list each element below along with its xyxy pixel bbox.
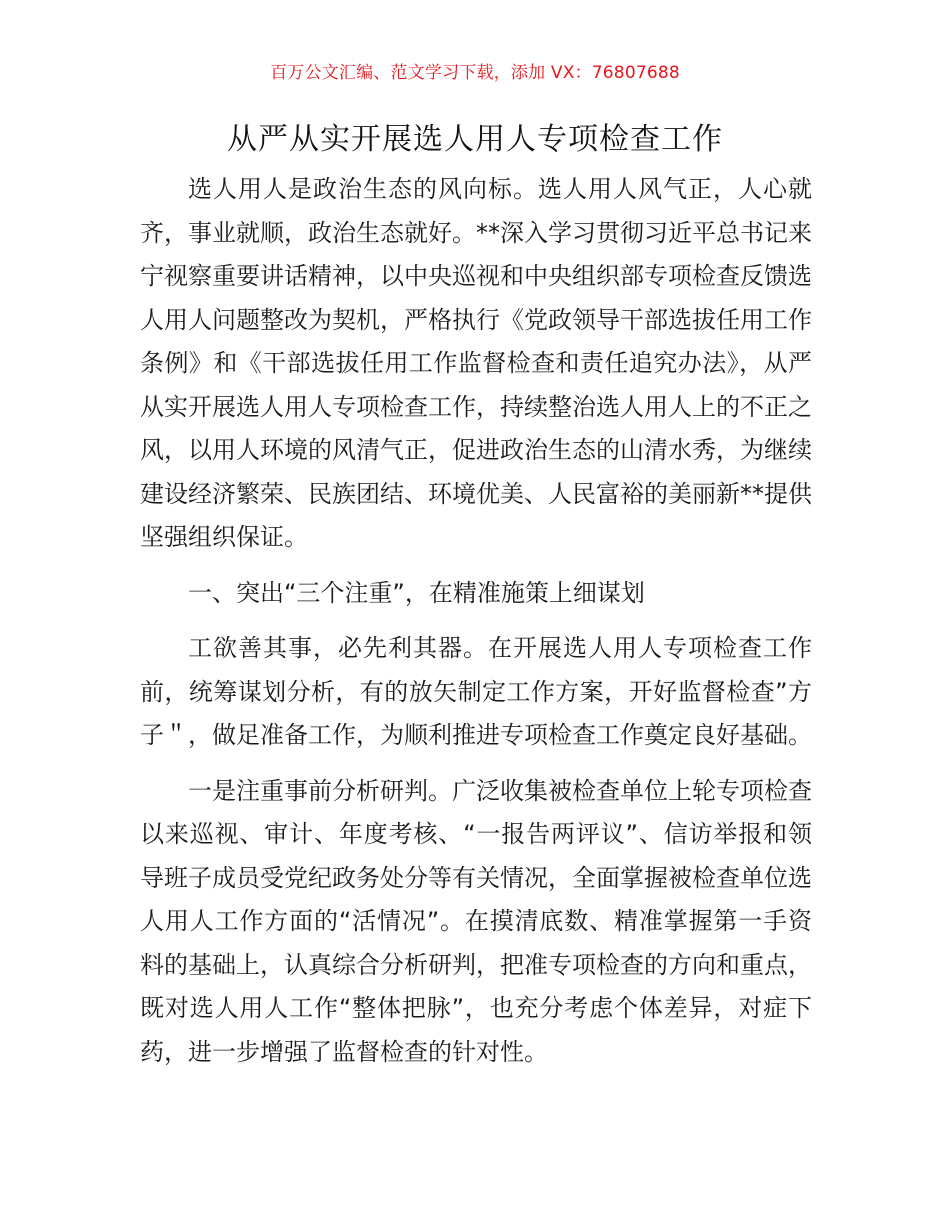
paragraph-analysis: 一是注重事前分析研判。广泛收集被检查单位上轮专项检查以来巡视、审计、年度考核、“一报告两评议”、信访举报和领导班子成员受党纪政务处分等有关情况，全面掌握被检查单位选人用人工作方面的“活情况”。在摸清底数、精准掌握第一手资料的基础上，认真综合分析研判，把准专项检查的方向和重点，既对选人用人工作“整体把脉”，也充分考虑个体差异，对症下药，进一步增强了监督检查的针对性。 (140, 776, 812, 1066)
header-notice: 百万公文汇编、范文学习下载，添加 VX：76807688 (270, 63, 680, 83)
paragraph-preparation: 工欲善其事，必先利其器。在开展选人用人专项检查工作前，统筹谋划分析，有的放矢制定工作方案，开好监督检查”方子＂，做足准备工作，为顺利推进专项检查工作奠定良好基础。 (140, 634, 812, 749)
paragraph-intro: 选人用人是政治生态的风向标。选人用人风气正，人心就齐，事业就顺，政治生态就好。**深入学习贯彻习近平总书记来宁视察重要讲话精神，以中央巡视和中央组织部专项检查反馈选人用人问题整改为契机，严格执行《党政领导干部选拔任用工作条例》和《干部选拔任用工作监督检查和责任追究办法》，从严从实开展选人用人专项检查工作，持续整治选人用人上的不正之风，以用人环境的风清气正，促进政治生态的山清水秀，为继续建设经济繁荣、民族团结、环境优美、人民富裕的美丽新**提供坚强组织保证。 (140, 175, 812, 551)
document-body (140, 168, 812, 1074)
document-title: 从严从实开展选人用人专项检查工作 (227, 122, 723, 157)
section-heading: 一、突出“三个注重”，在精准施策上细谋划 (188, 578, 645, 607)
